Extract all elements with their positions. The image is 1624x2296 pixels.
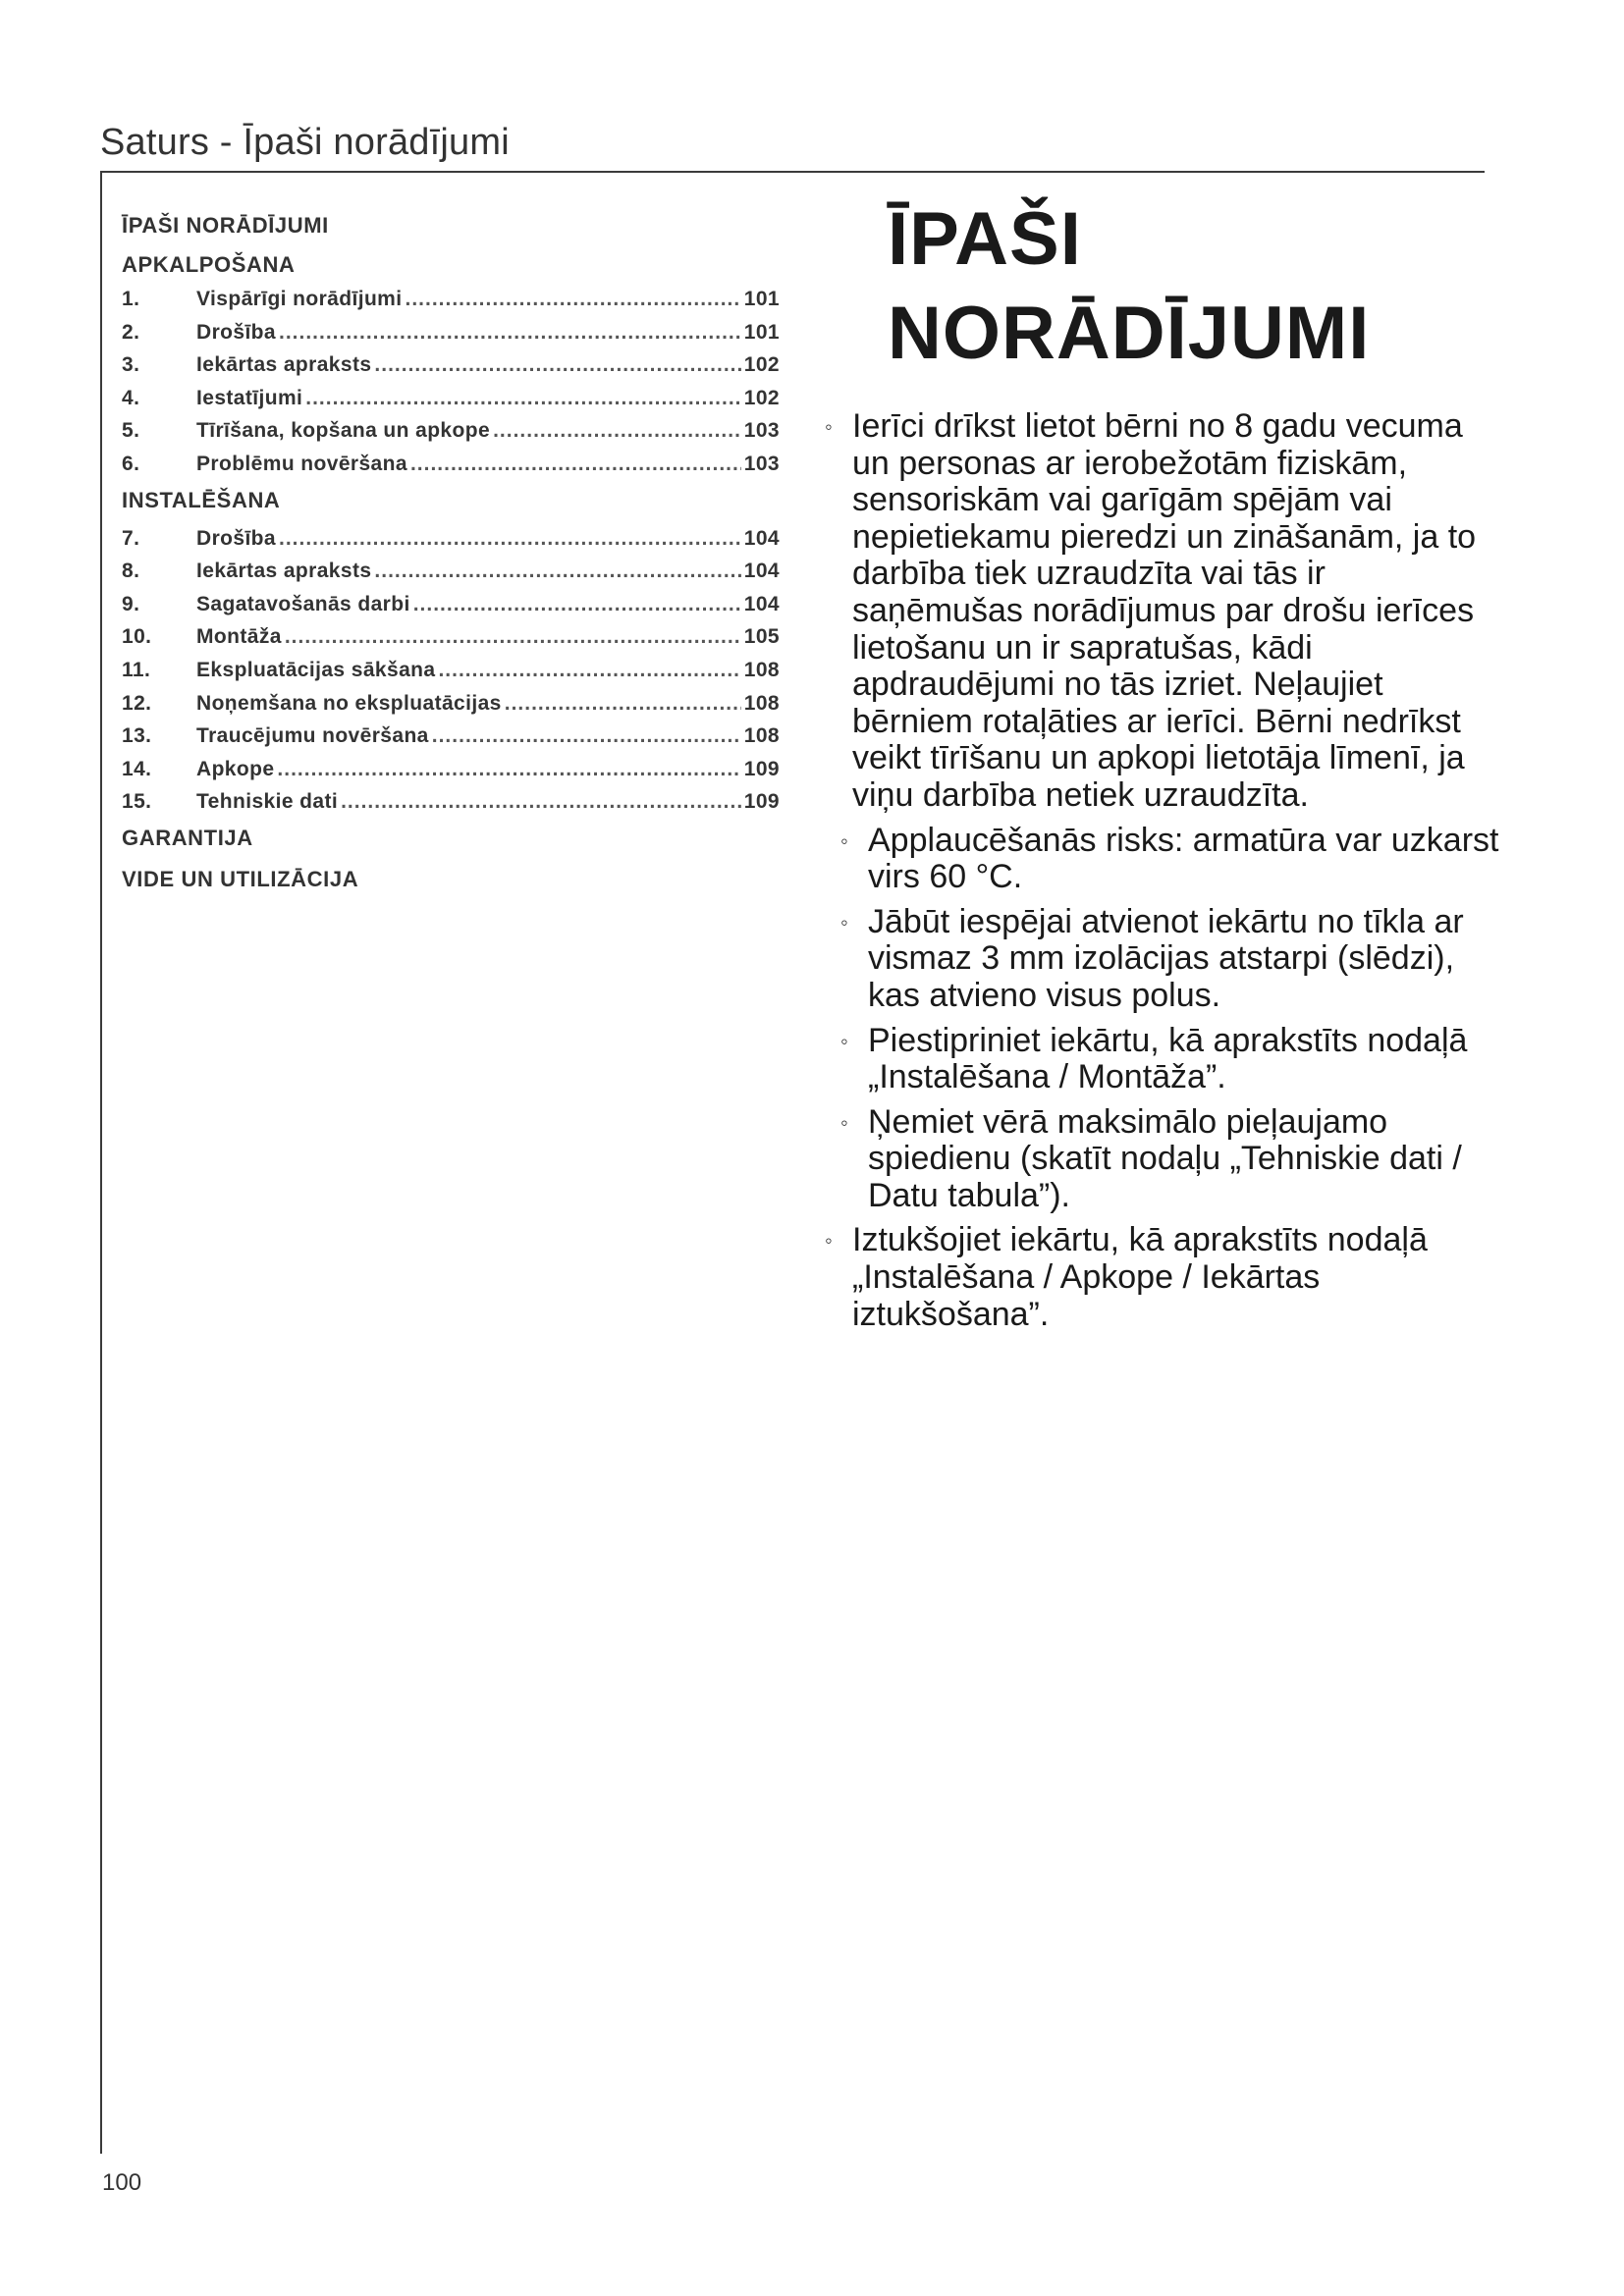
toc-entry[interactable] [122, 720, 780, 753]
toc-entry-page: 103 [743, 419, 780, 443]
toc-section-heading[interactable]: APKALPOŠANA [122, 252, 296, 277]
toc-entry[interactable] [122, 283, 780, 316]
toc-entry-title: Drošība [196, 526, 276, 550]
section-title [888, 192, 1370, 381]
toc-entry-number: 7. [122, 526, 140, 550]
bullet-circle-icon: ◦ [825, 414, 833, 439]
toc-entry-number: 1. [122, 288, 140, 310]
toc-entry[interactable] [122, 620, 780, 654]
toc-entry-title: Iekārtas apraksts [196, 560, 372, 583]
toc-entry[interactable] [122, 555, 780, 588]
left-margin-rule [100, 171, 102, 2154]
toc-entry[interactable] [122, 687, 780, 721]
toc-dot-leader [279, 316, 741, 349]
toc-entry-page: 109 [743, 790, 780, 814]
toc-entry-title: Traucējumu novēršana [196, 724, 429, 748]
toc-dot-leader [432, 720, 741, 753]
safety-note-text: Iztukšojiet iekārtu, kā aprakstīts nodaļā „Instalēšana / Apkope / Iekārtas iztukšošana”. [852, 1221, 1428, 1333]
toc-entry[interactable] [122, 316, 780, 349]
toc-entry-number: 14. [122, 757, 152, 780]
toc-entry-page: 108 [743, 658, 780, 681]
toc-entry-page: 108 [743, 691, 780, 715]
toc-dot-leader [493, 414, 741, 448]
toc-entry-title: Montāža [196, 625, 282, 649]
safety-note-text: Applaucēšanās risks: armatūra var uzkarst virs 60 °C. [868, 821, 1499, 896]
safety-note-item [825, 408, 1502, 815]
bullet-circle-icon: ◦ [840, 1028, 848, 1053]
safety-note-item [839, 1023, 1502, 1096]
table-of-contents [122, 208, 780, 901]
toc-entry-title: Problēmu novēršana [196, 452, 407, 475]
safety-note-text: Piestipriniet iekārtu, kā aprakstīts nodaļā „Instalēšana / Montāža”. [868, 1021, 1468, 1096]
toc-entry-number: 13. [122, 724, 152, 748]
toc-entry[interactable] [122, 382, 780, 415]
toc-entry-number: 6. [122, 452, 140, 475]
toc-entry[interactable] [122, 654, 780, 687]
bullet-circle-icon: ◦ [825, 1228, 833, 1254]
page-header-title: Saturs - Īpaši norādījumi [100, 122, 510, 163]
section-title-line-2: NORĀDĪJUMI [888, 292, 1371, 375]
toc-entry-number: 15. [122, 790, 152, 814]
toc-entry-title: Ekspluatācijas sākšana [196, 658, 436, 681]
toc-entry-title: Tehniskie dati [196, 790, 339, 814]
toc-entry-number: 3. [122, 353, 140, 377]
toc-entry-number: 5. [122, 419, 140, 443]
toc-entry[interactable] [122, 588, 780, 621]
toc-entry[interactable] [122, 448, 780, 481]
safety-note-item [839, 823, 1502, 896]
toc-entry-title: Iekārtas apraksts [196, 353, 372, 377]
toc-entry-page: 102 [743, 353, 780, 377]
toc-entry-page: 105 [743, 625, 780, 649]
toc-entry-page: 101 [743, 320, 780, 344]
header-divider [100, 171, 1485, 173]
toc-entry-number: 11. [122, 658, 151, 681]
section-title-line-1: ĪPAŠI [888, 197, 1082, 281]
toc-entry[interactable] [122, 414, 780, 448]
toc-section-heading[interactable]: GARANTIJA [122, 825, 253, 850]
bullet-circle-icon: ◦ [840, 828, 848, 853]
toc-entry-title: Tīrīšana, kopšana un apkope [196, 419, 491, 443]
toc-entry-number: 8. [122, 560, 140, 583]
safety-note-text: Ņemiet vērā maksimālo pieļaujamo spiedienu (skatīt nodaļu „Tehniskie dati / Datu tabula”). [868, 1102, 1462, 1214]
toc-entry-page: 108 [743, 724, 780, 748]
toc-entry-title: Sagatavošanās darbi [196, 592, 410, 615]
toc-entry-page: 104 [743, 560, 780, 583]
toc-section-heading[interactable]: INSTALĒŠANA [122, 487, 281, 512]
toc-entry-number: 12. [122, 691, 152, 715]
toc-entry[interactable] [122, 522, 780, 556]
toc-dot-leader [279, 522, 741, 556]
toc-entry-title: Noņemšana no ekspluatācijas [196, 691, 502, 715]
toc-entry-title: Apkope [196, 757, 275, 780]
toc-dot-leader [285, 620, 741, 654]
toc-entry-number: 9. [122, 592, 140, 615]
toc-dot-leader [277, 753, 740, 786]
toc-entry-title: Iestatījumi [196, 386, 303, 409]
toc-section-heading[interactable]: ĪPAŠI NORĀDĪJUMI [122, 213, 329, 238]
safety-note-text: Jābūt iespējai atvienot iekārtu no tīkla ar vismaz 3 mm izolācijas atstarpi (slēdzi), kas atvieno visus polus. [868, 902, 1464, 1014]
toc-dot-leader [438, 654, 740, 687]
toc-dot-leader [374, 348, 740, 382]
toc-entry-page: 103 [743, 452, 780, 475]
toc-entry-page: 102 [743, 386, 780, 409]
toc-dot-leader [374, 555, 740, 588]
safety-note-item [839, 904, 1502, 1015]
safety-note-text: Ierīci drīkst lietot bērni no 8 gadu vecuma un personas ar ierobežotām fiziskām, sensoriskām vai garīgām spējām vai nepietiekamu pieredzi un zināšanām, ja to darbība tiek uzraudzīta vai tās ir saņēmušas norādījumus par drošu ierīces lietošanu un ir sapratušas, kādi apdraudējumi no tās izriet. Neļaujiet bērniem rotaļāties ar ierīci. Bērni nedrīkst veikt tīrīšanu un apkopi lietotāja līmenī, ja viņu darbība netiek uzraudzīta. [852, 407, 1477, 814]
safety-notes-list [825, 408, 1502, 1341]
toc-dot-leader [505, 687, 741, 721]
toc-dot-leader [305, 382, 740, 415]
toc-entry[interactable] [122, 753, 780, 786]
toc-section-heading[interactable]: VIDE UN UTILIZĀCIJA [122, 866, 359, 891]
toc-dot-leader [341, 785, 741, 819]
toc-entry[interactable] [122, 348, 780, 382]
toc-dot-leader [413, 588, 741, 621]
bullet-circle-icon: ◦ [840, 909, 848, 934]
toc-entry-page: 104 [743, 592, 780, 615]
toc-dot-leader [406, 283, 741, 316]
toc-entry-number: 4. [122, 386, 140, 409]
safety-note-item [825, 1222, 1502, 1333]
toc-entry-number: 2. [122, 320, 140, 344]
toc-entry-page: 101 [743, 288, 780, 310]
toc-entry-number: 10. [122, 625, 152, 649]
toc-entry-title: Drošība [196, 320, 276, 344]
bullet-circle-icon: ◦ [840, 1109, 848, 1135]
safety-note-item [839, 1104, 1502, 1215]
page-number: 100 [102, 2169, 142, 2196]
toc-entry[interactable] [122, 785, 780, 819]
toc-entry-title: Vispārīgi norādījumi [196, 288, 403, 310]
toc-entry-page: 109 [743, 757, 780, 780]
toc-entry-page: 104 [743, 526, 780, 550]
toc-dot-leader [410, 448, 741, 481]
